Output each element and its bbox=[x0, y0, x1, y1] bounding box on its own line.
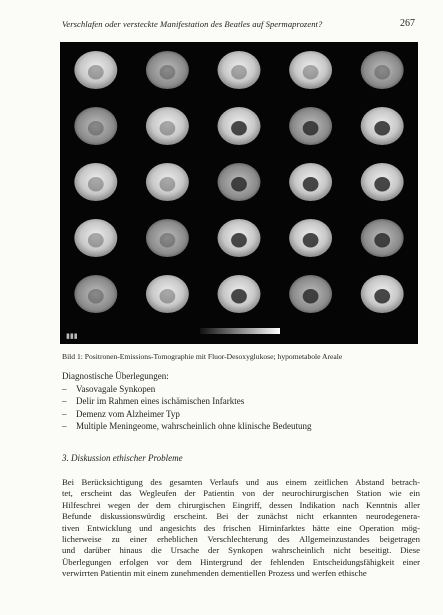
ventricle-shadow bbox=[88, 289, 104, 304]
ventricle-shadow bbox=[160, 121, 176, 136]
body-line: verwirrten Patientin mit einem zunehmenden dementiellen Prozess und werfen ethische bbox=[62, 568, 367, 579]
ventricle-shadow bbox=[231, 289, 247, 304]
ventricle-shadow bbox=[160, 177, 176, 192]
body-line: tet, erscheint das Wegleufen der Patientin von der neurochirurgischen Station wie ein bbox=[62, 488, 420, 499]
body-line: tiven Entwicklung und angesichts des frischen Hirninfarktes hätte eine Operation mög- bbox=[62, 522, 420, 533]
diagnoses-block bbox=[62, 370, 418, 432]
ventricle-shadow bbox=[374, 65, 390, 80]
ventricle-shadow bbox=[88, 65, 104, 80]
diagnosis-item: – Demenz vom Alzheimer Typ bbox=[62, 408, 180, 419]
body-line: Überlegungen erfolgen vor dem Hintergrund der fehlenden Entscheidungsfähigkeit einer bbox=[62, 556, 420, 567]
ventricle-shadow bbox=[231, 65, 247, 80]
ventricle-shadow bbox=[160, 233, 176, 248]
ventricle-shadow bbox=[231, 233, 247, 248]
body-line: licherweise zu einer erheblichen Verschlechterung des Allgemeinzustandes beigetragen bbox=[62, 534, 420, 545]
brain-scan-image bbox=[60, 42, 418, 344]
ventricle-shadow bbox=[88, 177, 104, 192]
diagnosis-item: – Vasovagale Synkopen bbox=[62, 384, 156, 395]
ventricle-shadow bbox=[303, 121, 319, 136]
diagnosis-item: – Delir im Rahmen eines ischämischen Infarktes bbox=[62, 396, 245, 407]
body-line: Befunde diskussionswürdig erscheint. Bei der zunächst nicht erkannten neurodegenera- bbox=[62, 511, 420, 522]
ventricle-shadow bbox=[231, 121, 247, 136]
body-line: und darüber hinaus die Ursache der Synkopen wahrscheinlich nicht beseitigt. Diese bbox=[62, 545, 420, 556]
page-number: 267 bbox=[400, 18, 415, 29]
diagnoses-list bbox=[62, 383, 418, 432]
body-paragraph bbox=[62, 477, 420, 580]
ventricle-shadow bbox=[303, 289, 319, 304]
brain-scan-figure bbox=[60, 42, 418, 344]
ventricle-shadow bbox=[374, 289, 390, 304]
diagnoses-title: Diagnostische Überlegungen: bbox=[62, 371, 169, 381]
ventricle-shadow bbox=[88, 233, 104, 248]
ventricle-shadow bbox=[374, 177, 390, 192]
ventricle-shadow bbox=[374, 233, 390, 248]
ventricle-shadow bbox=[303, 177, 319, 192]
ventricle-shadow bbox=[160, 65, 176, 80]
running-head: Verschlafen oder versteckte Manifestation des Beatles auf Spermaprozent? bbox=[62, 19, 323, 29]
scanner-label: ▮▮▮ bbox=[66, 333, 78, 340]
ventricle-shadow bbox=[374, 121, 390, 136]
ventricle-shadow bbox=[231, 177, 247, 192]
ventricle-shadow bbox=[303, 65, 319, 80]
diagnosis-item: – Multiple Meningeome, wahrscheinlich ohne klinische Bedeutung bbox=[62, 420, 312, 431]
body-line: Bei Berücksichtigung des gesamten Verlaufs und aus einem zeitlichen Abstand betrach- bbox=[62, 477, 420, 487]
ventricle-shadow bbox=[160, 289, 176, 304]
body-line: Hilfeschrei wegen der dem chirurgischen Eingriff, dessen Indikation nach Kenntnis aller bbox=[62, 499, 420, 510]
intensity-scale-bar bbox=[200, 328, 280, 334]
ventricle-shadow bbox=[303, 233, 319, 248]
section-heading: 3. Diskussion ethischer Probleme bbox=[62, 453, 183, 463]
ventricle-shadow bbox=[88, 121, 104, 136]
figure-caption: Bild 1: Positronen-Emissions-Tomographie mit Fluor-Desoxyglukose; hypometabole Areale bbox=[62, 352, 343, 361]
